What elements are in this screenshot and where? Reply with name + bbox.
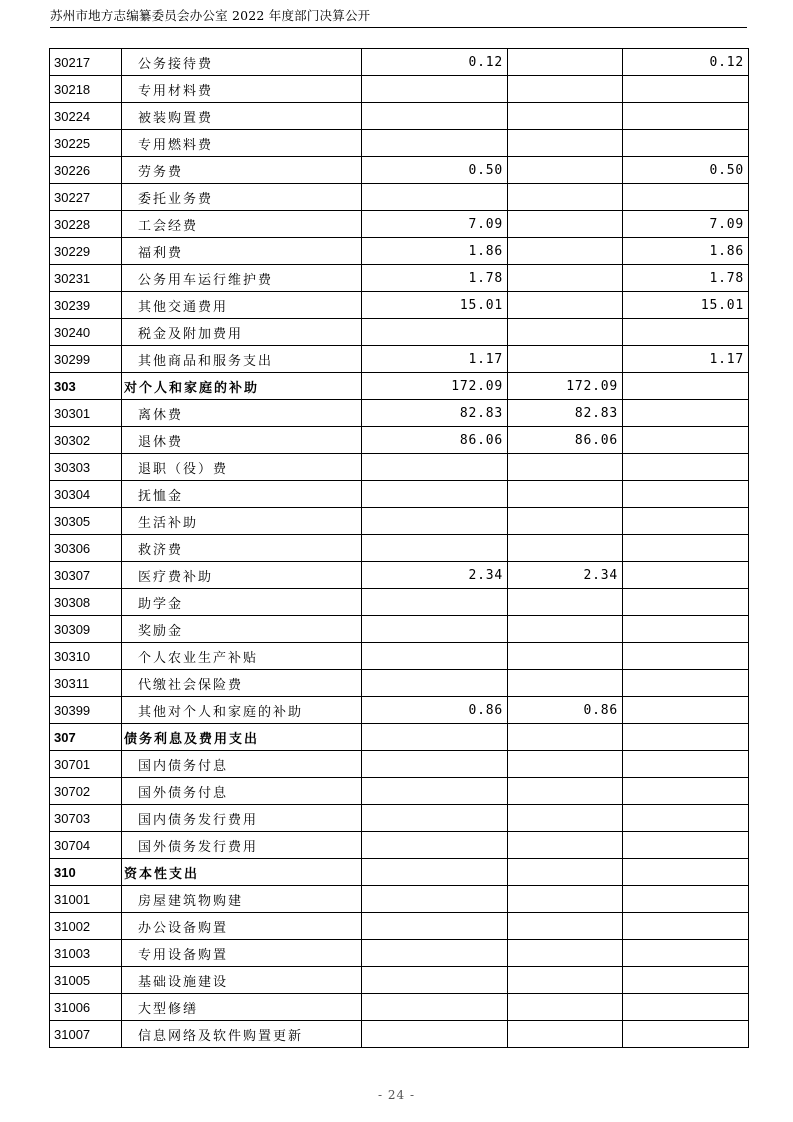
subject-name-cell: 国外债务发行费用 <box>122 832 362 859</box>
project-expenditure-cell <box>623 859 749 886</box>
subject-code-cell: 30303 <box>50 454 122 481</box>
table-row <box>50 751 749 778</box>
total-amount-cell: 0.86 <box>362 697 508 724</box>
table-row <box>50 454 749 481</box>
total-amount-cell <box>362 724 508 751</box>
project-expenditure-cell <box>623 967 749 994</box>
subject-name-cell: 公务用车运行维护费 <box>122 265 362 292</box>
subject-code-cell: 30703 <box>50 805 122 832</box>
subject-name-cell: 税金及附加费用 <box>122 319 362 346</box>
table-row <box>50 49 749 76</box>
project-expenditure-cell <box>623 535 749 562</box>
subject-code-cell: 31001 <box>50 886 122 913</box>
subject-name-cell: 生活补助 <box>122 508 362 535</box>
subject-code-cell: 30704 <box>50 832 122 859</box>
subject-code-cell: 30302 <box>50 427 122 454</box>
subject-code-cell: 30304 <box>50 481 122 508</box>
page-header-title: 苏州市地方志编纂委员会办公室 2022 年度部门决算公开 <box>50 8 371 23</box>
subject-code-cell: 30310 <box>50 643 122 670</box>
project-expenditure-cell <box>623 643 749 670</box>
project-expenditure-cell <box>623 670 749 697</box>
table-row <box>50 481 749 508</box>
basic-expenditure-cell <box>508 778 623 805</box>
total-amount-cell <box>362 535 508 562</box>
subject-name-cell: 专用燃料费 <box>122 130 362 157</box>
subject-code-cell: 30229 <box>50 238 122 265</box>
total-amount-cell <box>362 913 508 940</box>
table-row <box>50 400 749 427</box>
basic-expenditure-cell <box>508 589 623 616</box>
subject-code-cell: 30228 <box>50 211 122 238</box>
subject-name-cell: 福利费 <box>122 238 362 265</box>
total-amount-cell <box>362 805 508 832</box>
total-amount-cell <box>362 616 508 643</box>
header-divider <box>50 27 747 28</box>
basic-expenditure-cell <box>508 751 623 778</box>
project-expenditure-cell <box>623 562 749 589</box>
table-row <box>50 697 749 724</box>
subject-name-cell: 公务接待费 <box>122 49 362 76</box>
table-row <box>50 265 749 292</box>
table-row <box>50 670 749 697</box>
basic-expenditure-cell <box>508 616 623 643</box>
basic-expenditure-cell <box>508 643 623 670</box>
basic-expenditure-cell <box>508 967 623 994</box>
subject-name-cell: 国外债务付息 <box>122 778 362 805</box>
subject-name-cell: 助学金 <box>122 589 362 616</box>
subject-code-cell: 30227 <box>50 184 122 211</box>
subject-name-cell: 其他商品和服务支出 <box>122 346 362 373</box>
page-number: - 24 - <box>377 1088 415 1102</box>
project-expenditure-cell <box>623 724 749 751</box>
basic-expenditure-cell: 2.34 <box>508 562 623 589</box>
basic-expenditure-cell <box>508 238 623 265</box>
total-amount-cell <box>362 778 508 805</box>
project-expenditure-cell <box>623 751 749 778</box>
basic-expenditure-cell <box>508 805 623 832</box>
project-expenditure-cell: 0.12 <box>623 49 749 76</box>
subject-name-cell: 医疗费补助 <box>122 562 362 589</box>
subject-code-cell: 31005 <box>50 967 122 994</box>
subject-name-cell: 代缴社会保险费 <box>122 670 362 697</box>
project-expenditure-cell <box>623 373 749 400</box>
total-amount-cell <box>362 319 508 346</box>
subject-name-cell: 退职（役）费 <box>122 454 362 481</box>
project-expenditure-cell <box>623 319 749 346</box>
subject-code-cell: 30307 <box>50 562 122 589</box>
subject-code-cell: 30301 <box>50 400 122 427</box>
subject-name-cell: 其他对个人和家庭的补助 <box>122 697 362 724</box>
table-row <box>50 886 749 913</box>
total-amount-cell: 0.12 <box>362 49 508 76</box>
subject-code-cell: 30309 <box>50 616 122 643</box>
table-row <box>50 805 749 832</box>
subject-name-cell: 工会经费 <box>122 211 362 238</box>
total-amount-cell <box>362 643 508 670</box>
subject-name-cell: 债务利息及费用支出 <box>122 724 362 751</box>
project-expenditure-cell <box>623 427 749 454</box>
basic-expenditure-cell <box>508 76 623 103</box>
project-expenditure-cell: 1.17 <box>623 346 749 373</box>
table-row <box>50 589 749 616</box>
project-expenditure-cell <box>623 616 749 643</box>
basic-expenditure-cell <box>508 535 623 562</box>
total-amount-cell <box>362 967 508 994</box>
project-expenditure-cell: 15.01 <box>623 292 749 319</box>
subject-code-cell: 30399 <box>50 697 122 724</box>
project-expenditure-cell <box>623 913 749 940</box>
basic-expenditure-cell <box>508 859 623 886</box>
table-row <box>50 967 749 994</box>
table-row <box>50 778 749 805</box>
subject-code-cell: 30240 <box>50 319 122 346</box>
subject-name-cell: 救济费 <box>122 535 362 562</box>
total-amount-cell <box>362 1021 508 1048</box>
total-amount-cell: 0.50 <box>362 157 508 184</box>
basic-expenditure-cell <box>508 454 623 481</box>
subject-code-cell: 30299 <box>50 346 122 373</box>
project-expenditure-cell <box>623 103 749 130</box>
basic-expenditure-cell <box>508 49 623 76</box>
subject-code-cell: 30701 <box>50 751 122 778</box>
project-expenditure-cell <box>623 832 749 859</box>
project-expenditure-cell <box>623 400 749 427</box>
basic-expenditure-cell <box>508 508 623 535</box>
subject-code-cell: 30217 <box>50 49 122 76</box>
project-expenditure-cell: 1.78 <box>623 265 749 292</box>
project-expenditure-cell: 1.86 <box>623 238 749 265</box>
total-amount-cell: 15.01 <box>362 292 508 319</box>
basic-expenditure-cell <box>508 130 623 157</box>
project-expenditure-cell <box>623 778 749 805</box>
total-amount-cell <box>362 130 508 157</box>
table-row <box>50 616 749 643</box>
basic-expenditure-cell: 86.06 <box>508 427 623 454</box>
total-amount-cell <box>362 508 508 535</box>
subject-name-cell: 被装购置费 <box>122 103 362 130</box>
total-amount-cell: 1.78 <box>362 265 508 292</box>
basic-expenditure-cell <box>508 940 623 967</box>
table-row <box>50 427 749 454</box>
total-amount-cell: 2.34 <box>362 562 508 589</box>
project-expenditure-cell <box>623 184 749 211</box>
total-amount-cell <box>362 481 508 508</box>
table-row <box>50 319 749 346</box>
table-row <box>50 940 749 967</box>
total-amount-cell: 1.86 <box>362 238 508 265</box>
total-amount-cell: 1.17 <box>362 346 508 373</box>
table-row <box>50 292 749 319</box>
category-row <box>50 859 749 886</box>
table-row <box>50 211 749 238</box>
subject-name-cell: 其他交通费用 <box>122 292 362 319</box>
table-row <box>50 1021 749 1048</box>
table-row <box>50 643 749 670</box>
total-amount-cell <box>362 76 508 103</box>
project-expenditure-cell: 0.50 <box>623 157 749 184</box>
subject-code-cell: 30226 <box>50 157 122 184</box>
project-expenditure-cell <box>623 508 749 535</box>
total-amount-cell <box>362 832 508 859</box>
subject-name-cell: 抚恤金 <box>122 481 362 508</box>
project-expenditure-cell <box>623 481 749 508</box>
table-row <box>50 535 749 562</box>
table-row <box>50 994 749 1021</box>
total-amount-cell <box>362 859 508 886</box>
total-amount-cell <box>362 103 508 130</box>
basic-expenditure-cell <box>508 913 623 940</box>
project-expenditure-cell: 7.09 <box>623 211 749 238</box>
project-expenditure-cell <box>623 805 749 832</box>
expenditure-table <box>49 48 749 1048</box>
total-amount-cell <box>362 589 508 616</box>
basic-expenditure-cell <box>508 886 623 913</box>
subject-name-cell: 基础设施建设 <box>122 967 362 994</box>
subject-name-cell: 房屋建筑物购建 <box>122 886 362 913</box>
total-amount-cell: 172.09 <box>362 373 508 400</box>
basic-expenditure-cell <box>508 724 623 751</box>
table-row <box>50 832 749 859</box>
table-row <box>50 130 749 157</box>
subject-name-cell: 大型修缮 <box>122 994 362 1021</box>
subject-code-cell: 310 <box>50 859 122 886</box>
total-amount-cell: 82.83 <box>362 400 508 427</box>
project-expenditure-cell <box>623 130 749 157</box>
table-row <box>50 346 749 373</box>
table-row <box>50 157 749 184</box>
subject-name-cell: 劳务费 <box>122 157 362 184</box>
basic-expenditure-cell <box>508 832 623 859</box>
basic-expenditure-cell <box>508 184 623 211</box>
basic-expenditure-cell: 0.86 <box>508 697 623 724</box>
project-expenditure-cell <box>623 454 749 481</box>
basic-expenditure-cell <box>508 346 623 373</box>
subject-code-cell: 30231 <box>50 265 122 292</box>
table-row <box>50 184 749 211</box>
subject-code-cell: 31002 <box>50 913 122 940</box>
subject-code-cell: 30239 <box>50 292 122 319</box>
basic-expenditure-cell <box>508 292 623 319</box>
subject-code-cell: 31006 <box>50 994 122 1021</box>
subject-name-cell: 退休费 <box>122 427 362 454</box>
basic-expenditure-cell <box>508 994 623 1021</box>
basic-expenditure-cell <box>508 211 623 238</box>
subject-code-cell: 30218 <box>50 76 122 103</box>
table-row <box>50 562 749 589</box>
subject-code-cell: 30225 <box>50 130 122 157</box>
subject-name-cell: 资本性支出 <box>122 859 362 886</box>
total-amount-cell <box>362 940 508 967</box>
project-expenditure-cell <box>623 697 749 724</box>
subject-name-cell: 对个人和家庭的补助 <box>122 373 362 400</box>
subject-code-cell: 303 <box>50 373 122 400</box>
project-expenditure-cell <box>623 994 749 1021</box>
subject-code-cell: 31003 <box>50 940 122 967</box>
table-row <box>50 103 749 130</box>
total-amount-cell <box>362 454 508 481</box>
subject-code-cell: 30311 <box>50 670 122 697</box>
subject-code-cell: 307 <box>50 724 122 751</box>
table-row <box>50 238 749 265</box>
subject-name-cell: 个人农业生产补贴 <box>122 643 362 670</box>
table-row <box>50 508 749 535</box>
project-expenditure-cell <box>623 1021 749 1048</box>
subject-code-cell: 31007 <box>50 1021 122 1048</box>
basic-expenditure-cell: 172.09 <box>508 373 623 400</box>
total-amount-cell: 86.06 <box>362 427 508 454</box>
basic-expenditure-cell <box>508 670 623 697</box>
table-row <box>50 76 749 103</box>
subject-name-cell: 国内债务发行费用 <box>122 805 362 832</box>
expenditure-table-body <box>50 49 749 1048</box>
basic-expenditure-cell <box>508 103 623 130</box>
project-expenditure-cell <box>623 940 749 967</box>
total-amount-cell <box>362 670 508 697</box>
subject-name-cell: 奖励金 <box>122 616 362 643</box>
subject-code-cell: 30308 <box>50 589 122 616</box>
total-amount-cell: 7.09 <box>362 211 508 238</box>
subject-name-cell: 办公设备购置 <box>122 913 362 940</box>
subject-name-cell: 信息网络及软件购置更新 <box>122 1021 362 1048</box>
subject-name-cell: 专用设备购置 <box>122 940 362 967</box>
total-amount-cell <box>362 994 508 1021</box>
subject-name-cell: 离休费 <box>122 400 362 427</box>
total-amount-cell <box>362 184 508 211</box>
table-row <box>50 913 749 940</box>
total-amount-cell <box>362 751 508 778</box>
project-expenditure-cell <box>623 76 749 103</box>
subject-code-cell: 30702 <box>50 778 122 805</box>
subject-name-cell: 委托业务费 <box>122 184 362 211</box>
subject-name-cell: 专用材料费 <box>122 76 362 103</box>
subject-code-cell: 30224 <box>50 103 122 130</box>
project-expenditure-cell <box>623 886 749 913</box>
basic-expenditure-cell <box>508 157 623 184</box>
basic-expenditure-cell: 82.83 <box>508 400 623 427</box>
subject-code-cell: 30306 <box>50 535 122 562</box>
category-row <box>50 373 749 400</box>
basic-expenditure-cell <box>508 481 623 508</box>
basic-expenditure-cell <box>508 265 623 292</box>
subject-code-cell: 30305 <box>50 508 122 535</box>
total-amount-cell <box>362 886 508 913</box>
category-row <box>50 724 749 751</box>
basic-expenditure-cell <box>508 1021 623 1048</box>
project-expenditure-cell <box>623 589 749 616</box>
basic-expenditure-cell <box>508 319 623 346</box>
subject-name-cell: 国内债务付息 <box>122 751 362 778</box>
